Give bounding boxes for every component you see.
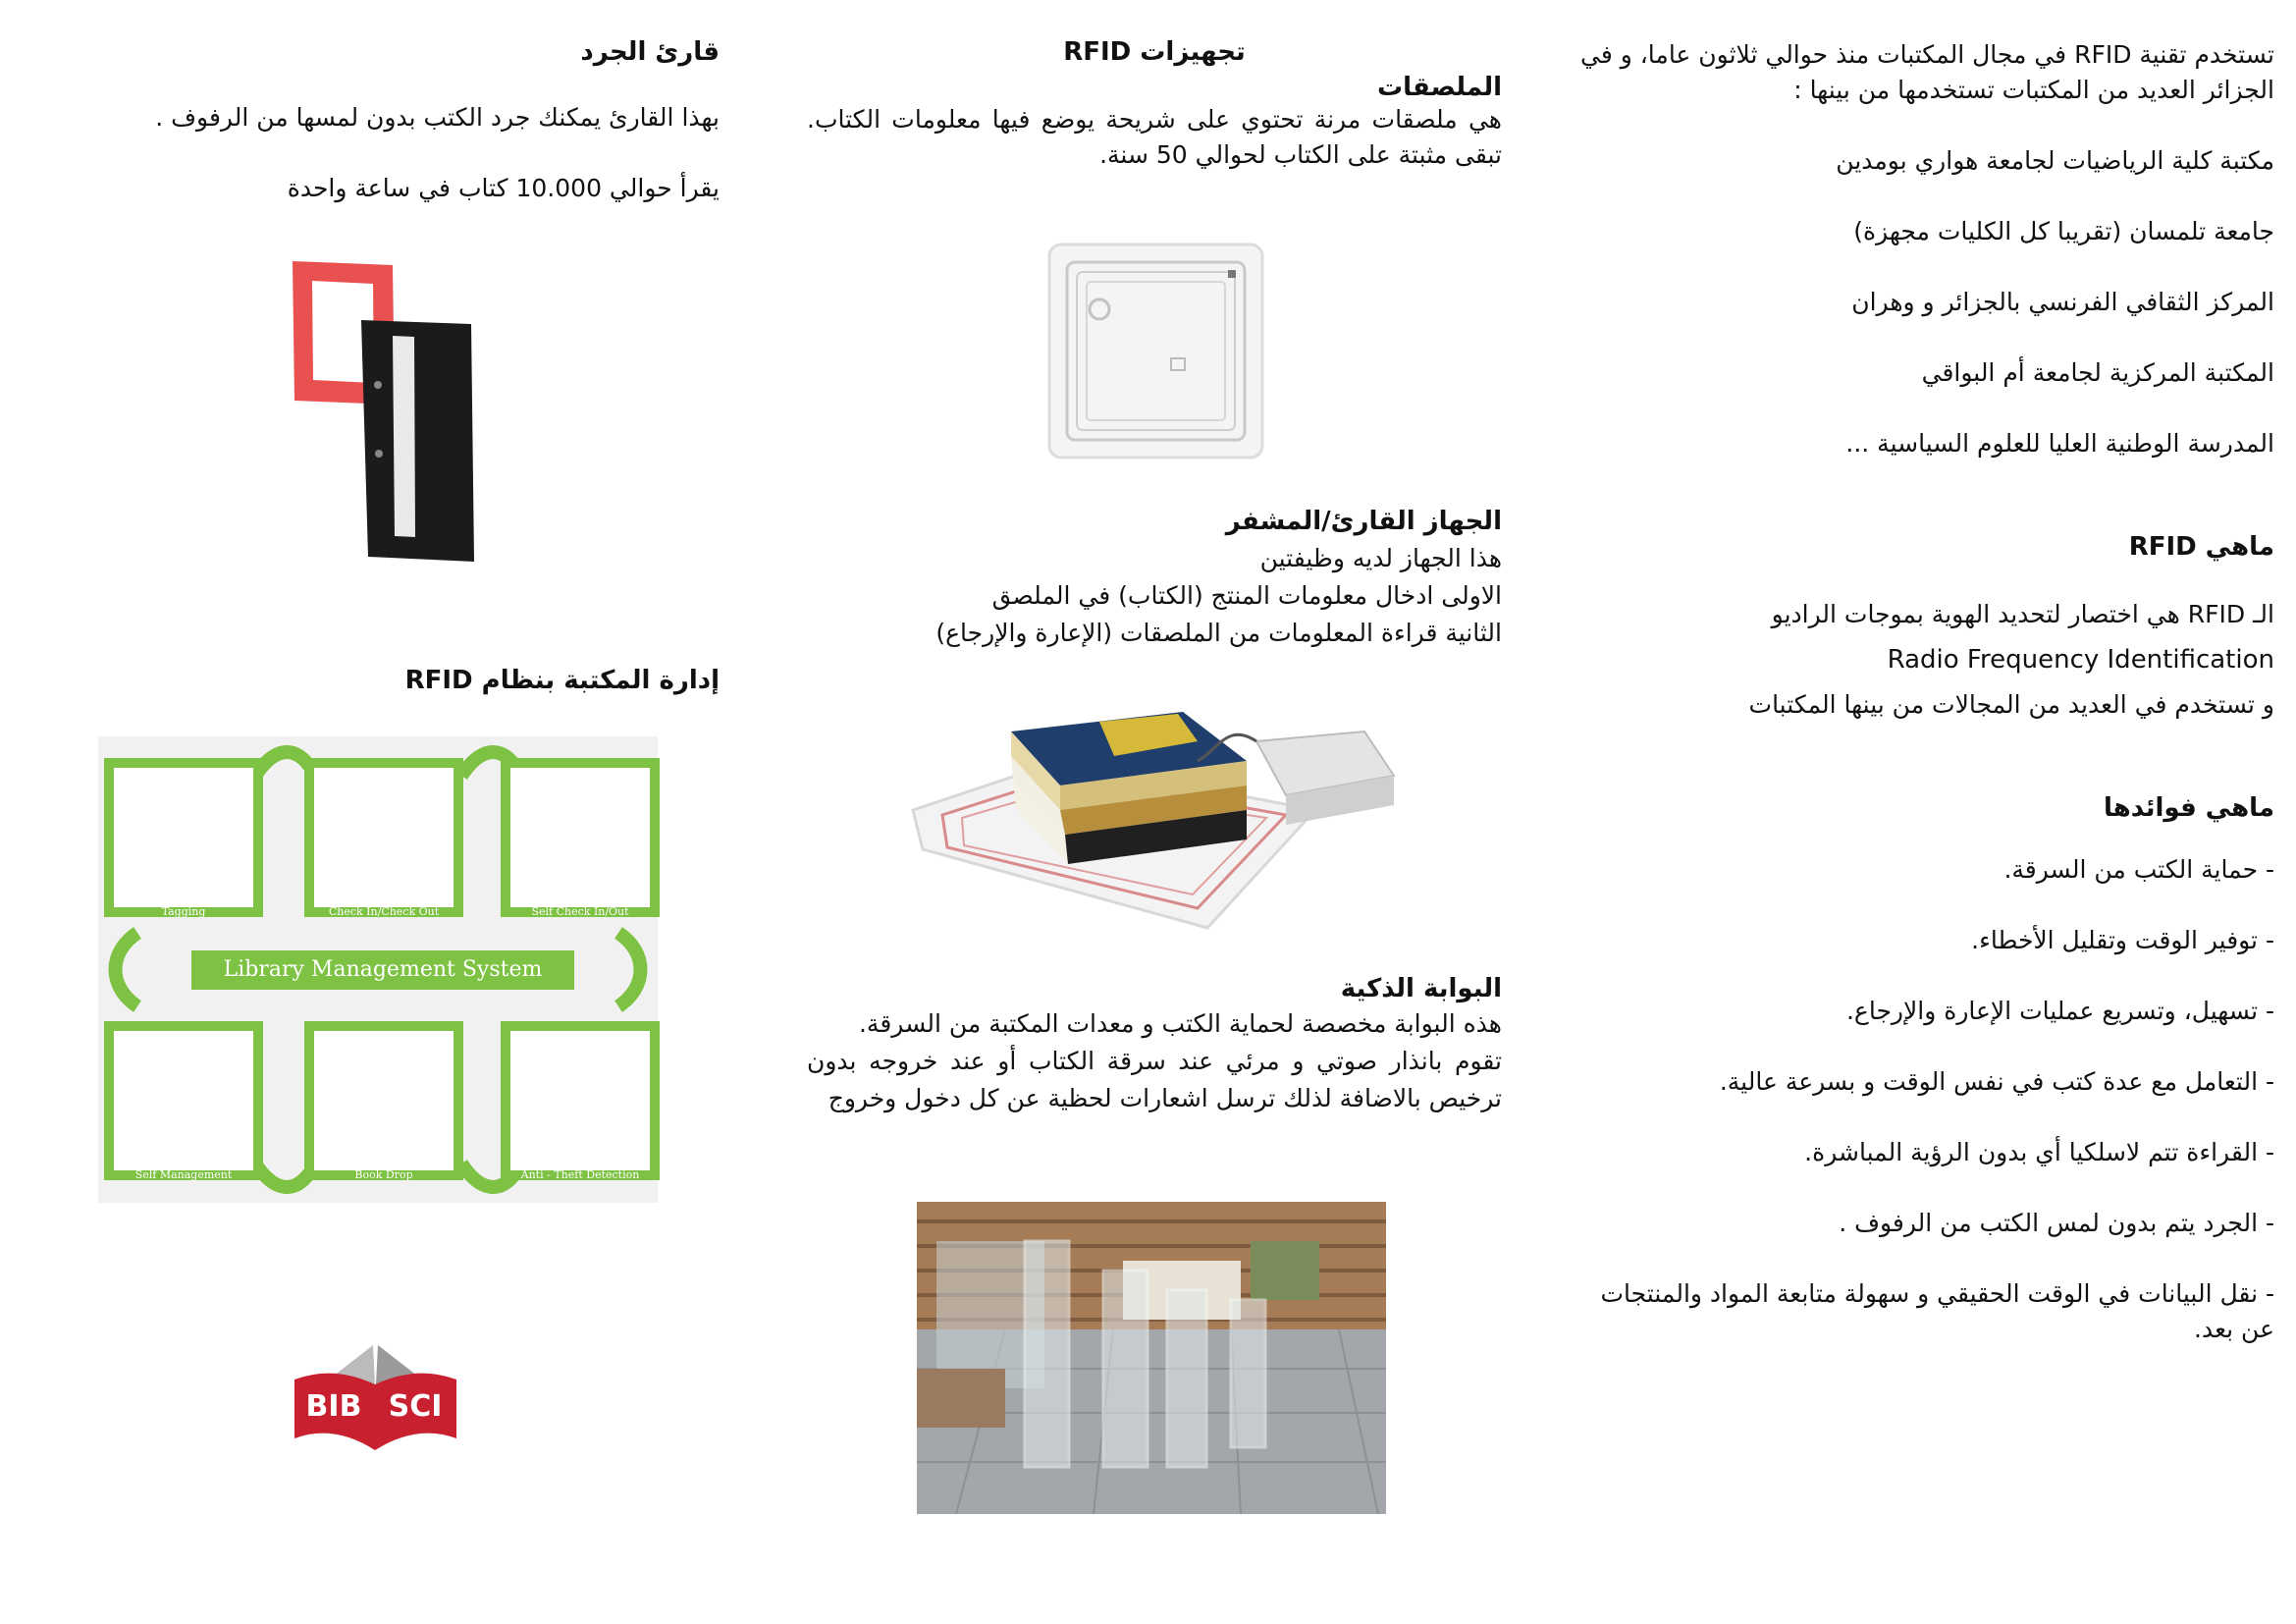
gate-section: [807, 974, 1502, 1117]
lms-tile-selfcheck: [501, 758, 660, 917]
library-item: المدرسة الوطنية العليا للعلوم السياسية ...: [1845, 429, 2274, 458]
equipment-title: تجهيزات RFID: [1063, 37, 1246, 67]
benefit-item: - حماية الكتب من السرقة.: [2003, 855, 2274, 884]
benefit-item: - القراءة تتم لاسلكيا أي بدون الرؤية المباشرة.: [1804, 1138, 2274, 1166]
inventory-section: [88, 37, 720, 206]
gate-title: البوابة الذكية: [1340, 974, 1502, 1003]
reader-section: [807, 507, 1502, 652]
middle-column: [807, 37, 1502, 173]
logo-text-left: BIB: [305, 1389, 362, 1424]
tags-title: الملصقات: [1377, 73, 1502, 102]
reader-device-image: [903, 702, 1404, 938]
lms-tile-tagging: [104, 758, 263, 917]
library-item: المركز الثقافي الفرنسي بالجزائر و وهران: [1851, 288, 2274, 316]
inventory-reader-image: [275, 257, 491, 567]
lms-label: Self Management: [134, 1168, 233, 1181]
lms-label: Tagging: [161, 905, 206, 918]
inventory-line: يقرأ حوالي 10.000 كتاب في ساعة واحدة: [287, 174, 720, 202]
what-title: ماهي RFID: [2128, 532, 2274, 562]
lms-label: Check In/Check Out: [328, 905, 440, 918]
rfid-tag-image: [1045, 241, 1266, 461]
logo-text-right: SCI: [388, 1389, 443, 1424]
lms-tile-antitheft: [501, 1021, 660, 1180]
lms-diagram: [98, 736, 658, 1203]
benefit-item: - توفير الوقت وتقليل الأخطاء.: [1971, 926, 2274, 954]
what-fullname: Radio Frequency Identification: [1887, 645, 2274, 675]
lms-tile-selfmanagement: [104, 1021, 263, 1180]
gate-text-1: هذه البوابة مخصصة لحماية الكتب و معدات المكتبة من السرقة.: [858, 1009, 1502, 1038]
benefit-item: - التعامل مع عدة كتب في نفس الوقت و بسرعة عالية.: [1719, 1067, 2274, 1096]
smart-gate-photo: [917, 1202, 1386, 1514]
inventory-title: قارئ الجرد: [580, 37, 720, 67]
reader-line: الاولى ادخال معلومات المنتج (الكتاب) في الملصق: [991, 581, 1502, 610]
lms-label: Self Check In/Out: [531, 905, 629, 918]
library-item: المكتبة المركزية لجامعة أم البواقي: [1921, 358, 2274, 387]
reader-line: هذا الجهاز لديه وظيفتين: [1259, 544, 1502, 572]
tags-text: هي ملصقات مرنة تحتوي على شريحة يوضع فيها معلومات الكتاب. تبقى مثبتة على الكتاب لحوالي 50 سنة.: [807, 105, 1502, 169]
benefit-item: - تسهيل، وتسريع عمليات الإعارة والإرجاع.: [1845, 997, 2274, 1025]
library-item: مكتبة كلية الرياضيات لجامعة هواري بومدين: [1836, 146, 2274, 175]
reader-title: الجهاز القارئ/المشفر: [1225, 507, 1502, 536]
lms-tile-checkin: [304, 758, 463, 917]
intro-text: تستخدم تقنية RFID في مجال المكتبات منذ حوالي ثلاثون عاما، و في الجزائر العديد من المكتبات تستخدمها من بينها :: [1579, 40, 2274, 104]
management-title: إدارة المكتبة بنظام RFID: [404, 666, 720, 695]
benefits-title: ماهي فوائدها: [2103, 793, 2274, 823]
what-use: و تستخدم في العديد من المجالات من بينها المكتبات: [1748, 690, 2274, 719]
library-item: جامعة تلمسان (تقريبا كل الكليات مجهزة): [1853, 217, 2274, 245]
lms-label: Book Drop: [354, 1168, 413, 1181]
reader-line: الثانية قراءة المعلومات من الملصقات (الإعارة والإرجاع): [935, 619, 1502, 647]
inventory-line: بهذا القارئ يمكنك جرد الكتب بدون لمسها من الرفوف .: [155, 103, 720, 132]
management-section: [88, 666, 720, 695]
lms-tile-bookdrop: [304, 1021, 463, 1180]
lms-label: Anti - Theft Detection: [520, 1168, 640, 1181]
what-text: الـ RFID هي اختصار لتحديد الهوية بموجات الراديو: [1771, 600, 2274, 628]
right-column: [1571, 37, 2274, 1347]
gate-text-2: تقوم بانذار صوتي و مرئي عند سرقة الكتاب أو عند خروجه بدون ترخيص بالاضافة لذلك ترسل اشعارات لحظية عن كل دخول وخروج: [807, 1047, 1502, 1112]
benefit-item: - نقل البيانات في الوقت الحقيقي و سهولة متابعة المواد والمنتجات عن بعد.: [1600, 1279, 2274, 1343]
lms-center-banner: Library Management System: [191, 950, 574, 990]
bibsci-logo: [290, 1340, 461, 1458]
benefit-item: - الجرد يتم بدون لمس الكتب من الرفوف .: [1839, 1209, 2274, 1237]
